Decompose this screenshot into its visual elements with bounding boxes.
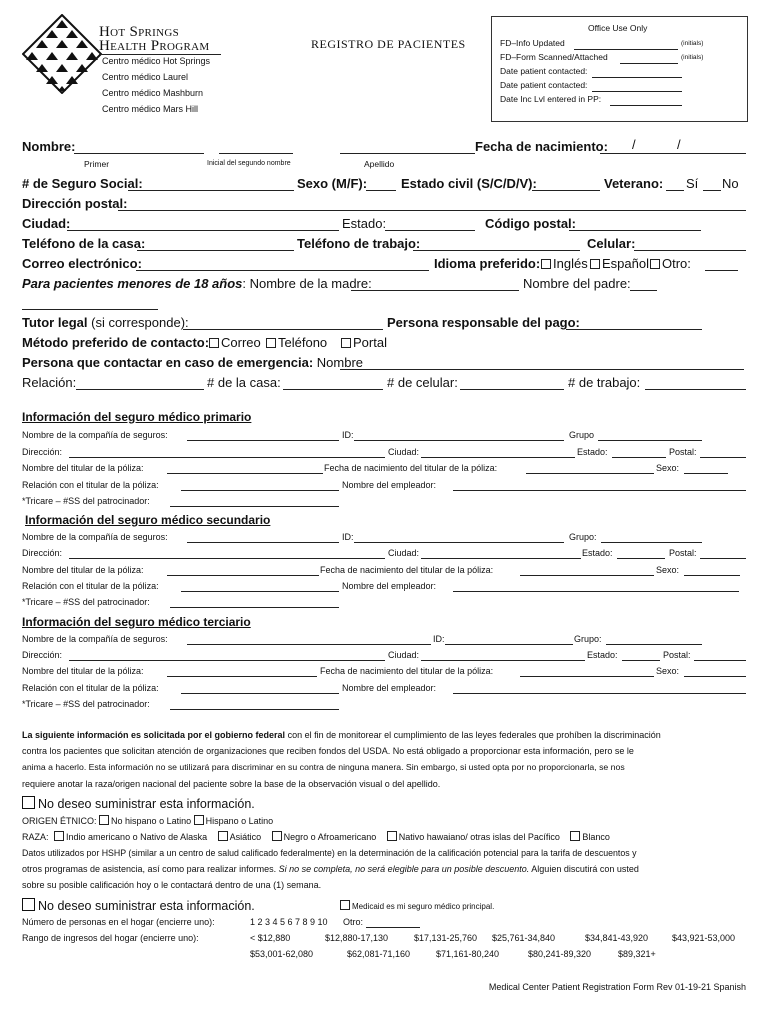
veterano-no-field[interactable] (703, 190, 721, 191)
logo-name-line2: Health Program (99, 38, 210, 54)
rango-label: Rango de ingresos del hogar (encierre uno): (22, 933, 199, 943)
correo-label: Correo electrónico: (22, 256, 142, 271)
ingreso-opt-3[interactable]: $17,131-25,760 (414, 933, 478, 943)
padre-field-cont[interactable] (22, 309, 158, 310)
terciario-titular-field[interactable] (167, 676, 317, 677)
veterano-label: Veterano: (604, 176, 664, 191)
veterano-si-field[interactable] (666, 190, 684, 191)
datos-paragraph-l2: otros programas de asistencia, así como para realizar informes. Si no se completa, no será elegible para un posible descuento. Alguien discutirá con usted (22, 864, 639, 874)
idioma-otro-option[interactable]: Otro: (650, 256, 691, 271)
terciario-id-field[interactable] (445, 644, 573, 645)
primario-relacion-field[interactable] (181, 490, 339, 491)
metodo-telefono-option[interactable]: Teléfono (266, 335, 327, 350)
primario-empleador-field[interactable] (453, 490, 746, 491)
checkbox-hispano[interactable] (194, 815, 204, 825)
nombre-inicial-field[interactable] (219, 153, 293, 154)
logo-name-line1: Hot Springs (99, 24, 180, 40)
nombre-primer-field[interactable] (74, 153, 204, 154)
checkbox-raza-indio[interactable] (54, 831, 64, 841)
primario-compania-field[interactable] (187, 440, 339, 441)
ingreso-opt-11[interactable]: $89,321+ (618, 949, 656, 959)
primario-id-field[interactable] (354, 440, 564, 441)
tel-casa-label: Teléfono de la casa: (22, 236, 146, 251)
checkbox-otro[interactable] (650, 259, 660, 269)
secundario-ciudad-field[interactable] (421, 558, 581, 559)
checkbox-raza-negro[interactable] (272, 831, 282, 841)
secundario-relacion-field[interactable] (181, 591, 339, 592)
idioma-label: Idioma preferido: (434, 256, 541, 271)
terciario-estado-field[interactable] (622, 660, 660, 661)
menores-row: Para pacientes menores de 18 años: Nombre de la madre: (22, 276, 372, 291)
metodo-portal-option[interactable]: Portal (341, 335, 387, 350)
fecha-nacimiento-field[interactable] (600, 153, 746, 154)
terciario-sexo-field[interactable] (684, 676, 746, 677)
personas-label: Número de personas en el hogar (encierre uno): (22, 917, 215, 927)
num-casa-label: # de la casa: (207, 375, 281, 390)
terciario-compania-field[interactable] (187, 644, 431, 645)
clinic-3: Centro médico Mashburn (102, 88, 204, 98)
terciario-tricare-field[interactable] (170, 709, 339, 710)
no-deseo-option-2[interactable]: No deseo suministrar esta información. (22, 898, 255, 913)
checkbox-no-hispano[interactable] (99, 815, 109, 825)
num-cel-label: # de celular: (387, 375, 458, 390)
secundario-postal-field[interactable] (700, 558, 746, 559)
metodo-label: Método preferido de contacto: (22, 335, 210, 350)
tel-casa-field[interactable] (137, 250, 294, 251)
tutor-field[interactable] (183, 329, 383, 330)
secundario-empleador-field[interactable] (453, 591, 739, 592)
terciario-postal-field[interactable] (694, 660, 746, 661)
office-row-4: Date patient contacted: (500, 80, 588, 90)
seguro-primario-heading: Información del seguro médico primario (22, 410, 252, 424)
checkbox-raza-hawaiano[interactable] (387, 831, 397, 841)
padre-field[interactable] (630, 290, 657, 291)
emergencia-nombre-field[interactable] (340, 369, 744, 370)
secundario-fecha-titular-field[interactable] (520, 575, 654, 576)
office-row-3: Date patient contacted: (500, 66, 588, 76)
clinic-2: Centro médico Laurel (102, 72, 189, 82)
logo (22, 14, 102, 94)
raza-row: RAZA: Indio americano o Nativo de Alaska Asiático Negro o Afroamericano Nativo hawaiano/ otras islas del Pacífico Blanco (22, 832, 610, 842)
ingreso-opt-4[interactable]: $25,761-34,840 (492, 933, 556, 943)
metodo-correo-option[interactable]: Correo (209, 335, 261, 350)
padre-label: Nombre del padre: (523, 276, 631, 291)
tel-trabajo-field[interactable] (413, 250, 580, 251)
terciario-empleador-field[interactable] (453, 693, 746, 694)
fecha-nacimiento-label: Fecha de nacimiento: (475, 139, 608, 154)
ingreso-opt-10[interactable]: $80,241-89,320 (528, 949, 592, 959)
codigo-postal-label: Código postal: (485, 216, 576, 231)
federal-paragraph-l3: anima a hacerlo. Esta información no se utilizará para discriminar en su contra de ninguna manera. Sin embargo, si usted opta por no proporcionarla, se nos (22, 762, 625, 772)
primario-tricare-field[interactable] (170, 506, 339, 507)
primario-titular-field[interactable] (167, 473, 323, 474)
ingreso-opt-2[interactable]: $12,880-17,130 (325, 933, 389, 943)
datos-paragraph-l1: Datos utilizados por HSHP (similar a un centro de salud calificado federalmente) en la determinación de la calificación potencial para la tarifa de descuentos y (22, 848, 637, 858)
sub-apellido: Apellido (364, 159, 395, 169)
ingreso-opt-9[interactable]: $71,161-80,240 (436, 949, 500, 959)
federal-paragraph-l1: La siguiente información es solicitada por el gobierno federal con el fin de monitorear el cumplimiento de las leyes federales que prohíben la discriminación (22, 730, 661, 740)
federal-paragraph-l2: contra los pacientes que solicitan atención de organizaciones que reciben fondos del USDA. No está obligado a proporcionar esta información, pero se le (22, 746, 634, 756)
checkbox-no-deseo-1[interactable] (22, 796, 35, 809)
direccion-field[interactable] (118, 210, 746, 211)
clinic-4: Centro médico Mars Hill (102, 104, 199, 114)
office-row-5: Date Inc Lvl entered in PP: (500, 94, 602, 104)
celular-field[interactable] (634, 250, 746, 251)
num-cel-field[interactable] (460, 389, 564, 390)
checkbox-espanol[interactable] (590, 259, 600, 269)
terciario-grupo-field[interactable] (606, 644, 702, 645)
checkbox-raza-blanco[interactable] (570, 831, 580, 841)
ingreso-opt-7[interactable]: $53,001-62,080 (250, 949, 314, 959)
terciario-direccion-field[interactable] (69, 660, 385, 661)
terciario-fecha-titular-field[interactable] (520, 676, 654, 677)
secundario-sexo-field[interactable] (684, 575, 740, 576)
estado-civil-label: Estado civil (S/C/D/V): (401, 176, 537, 191)
primario-direccion-field[interactable] (69, 457, 385, 458)
secundario-tricare-field[interactable] (170, 607, 339, 608)
ssn-label: # de Seguro Social: (22, 176, 143, 191)
secundario-grupo-field[interactable] (601, 542, 702, 543)
ingreso-opt-8[interactable]: $62,081-71,160 (347, 949, 411, 959)
sexo-label: Sexo (M/F): (297, 176, 368, 191)
no-deseo-option-1[interactable]: No deseo suministrar esta información. (22, 796, 255, 811)
nombre-label: Nombre: (22, 139, 76, 154)
personas-otro-field[interactable] (366, 927, 420, 928)
sexo-field[interactable] (366, 190, 396, 191)
primario-estado-field[interactable] (612, 457, 666, 458)
correo-field[interactable] (136, 270, 429, 271)
secundario-titular-field[interactable] (167, 575, 319, 576)
checkbox-no-deseo-2[interactable] (22, 898, 35, 911)
relacion-label: Relación: (22, 375, 77, 390)
secundario-estado-field[interactable] (617, 558, 665, 559)
responsable-field[interactable] (566, 329, 702, 330)
terciario-relacion-field[interactable] (181, 693, 339, 694)
clinic-1: Centro médico Hot Springs (102, 56, 211, 66)
office-use-box: Office Use Only FD–Info Updated (initials) FD–Form Scanned/Attached (initials) Date patient contacted: Date patient contacted: Date Inc Lvl entered in PP: (491, 16, 748, 122)
seguro-secundario-heading: Información del seguro médico secundario (25, 513, 271, 527)
form-title: REGISTRO DE PACIENTES (311, 37, 466, 51)
terciario-ciudad-field[interactable] (421, 660, 585, 661)
logo-diamond-icon (22, 14, 102, 94)
medicaid-option[interactable]: Medicaid es mi seguro médico principal. (340, 900, 494, 911)
idioma-ingles-option[interactable]: Inglés (541, 256, 588, 271)
personas-otro-label: Otro: (343, 917, 364, 927)
ingreso-opt-1[interactable]: < $12,880 (250, 933, 291, 943)
responsable-label: Persona responsable del pago: (387, 315, 580, 330)
secundario-direccion-field[interactable] (69, 558, 385, 559)
tutor-row: Tutor legal (si corresponde): (22, 315, 189, 330)
primario-postal-field[interactable] (700, 457, 746, 458)
checkbox-correo[interactable] (209, 338, 219, 348)
primario-fecha-titular-field[interactable] (526, 473, 654, 474)
primario-sexo-field[interactable] (684, 473, 728, 474)
office-title: Office Use Only (588, 23, 648, 33)
madre-field[interactable] (351, 290, 519, 291)
estado-label: Estado: (342, 216, 387, 231)
direccion-label: Dirección postal: (22, 196, 128, 211)
footer: Medical Center Patient Registration Form Rev 01-19-21 Spanish (488, 982, 746, 992)
ingreso-opt-5[interactable]: $34,841-43,920 (585, 933, 649, 943)
ciudad-label: Ciudad: (22, 216, 71, 231)
federal-paragraph-l4: requiere anotar la raza/origen nacional del paciente sobre la base de la observación visual o del apellido. (22, 779, 441, 789)
personas-options[interactable]: 1 2 3 4 5 6 7 8 9 10 (250, 917, 328, 927)
datos-paragraph-l3: sobre su posible calificación hoy o le contactará dentro de una (1) semana. (22, 880, 322, 890)
secundario-id-field[interactable] (354, 542, 564, 543)
num-trabajo-field[interactable] (645, 389, 746, 390)
checkbox-raza-asiatico[interactable] (218, 831, 228, 841)
sub-primer: Primer (84, 159, 110, 169)
checkbox-ingles[interactable] (541, 259, 551, 269)
num-trabajo-label: # de trabajo: (568, 375, 641, 390)
emergencia-row: Persona que contactar en caso de emergencia: Nombre (22, 355, 364, 370)
office-row-1: FD–Info Updated (500, 38, 565, 48)
relacion-field[interactable] (76, 389, 204, 390)
codigo-postal-field[interactable] (569, 230, 701, 231)
ingreso-opt-6[interactable]: $43,921-53,000 (672, 933, 736, 943)
seguro-terciario-heading: Información del seguro médico terciario (22, 615, 251, 629)
num-casa-field[interactable] (283, 389, 383, 390)
estado-civil-field[interactable] (532, 190, 600, 191)
ciudad-field[interactable] (67, 230, 339, 231)
ssn-field[interactable] (128, 190, 294, 191)
celular-label: Celular: (587, 236, 636, 251)
primario-grupo-field[interactable] (598, 440, 702, 441)
checkbox-medicaid[interactable] (340, 900, 350, 910)
checkbox-telefono[interactable] (266, 338, 276, 348)
tel-trabajo-label: Teléfono de trabajo: (297, 236, 421, 251)
apellido-field[interactable] (340, 153, 475, 154)
sub-inicial: Inicial del segundo nombre (207, 160, 291, 167)
office-row-2: FD–Form Scanned/Attached (500, 52, 608, 62)
primario-ciudad-field[interactable] (421, 457, 575, 458)
origen-etnico-row: ORIGEN ÉTNICO: No hispano o Latino Hispano o Latino (22, 816, 274, 826)
idioma-espanol-option[interactable]: Español (590, 256, 649, 271)
checkbox-portal[interactable] (341, 338, 351, 348)
secundario-compania-field[interactable] (187, 542, 339, 543)
idioma-otro-field[interactable] (705, 270, 738, 271)
estado-field[interactable] (385, 230, 475, 231)
